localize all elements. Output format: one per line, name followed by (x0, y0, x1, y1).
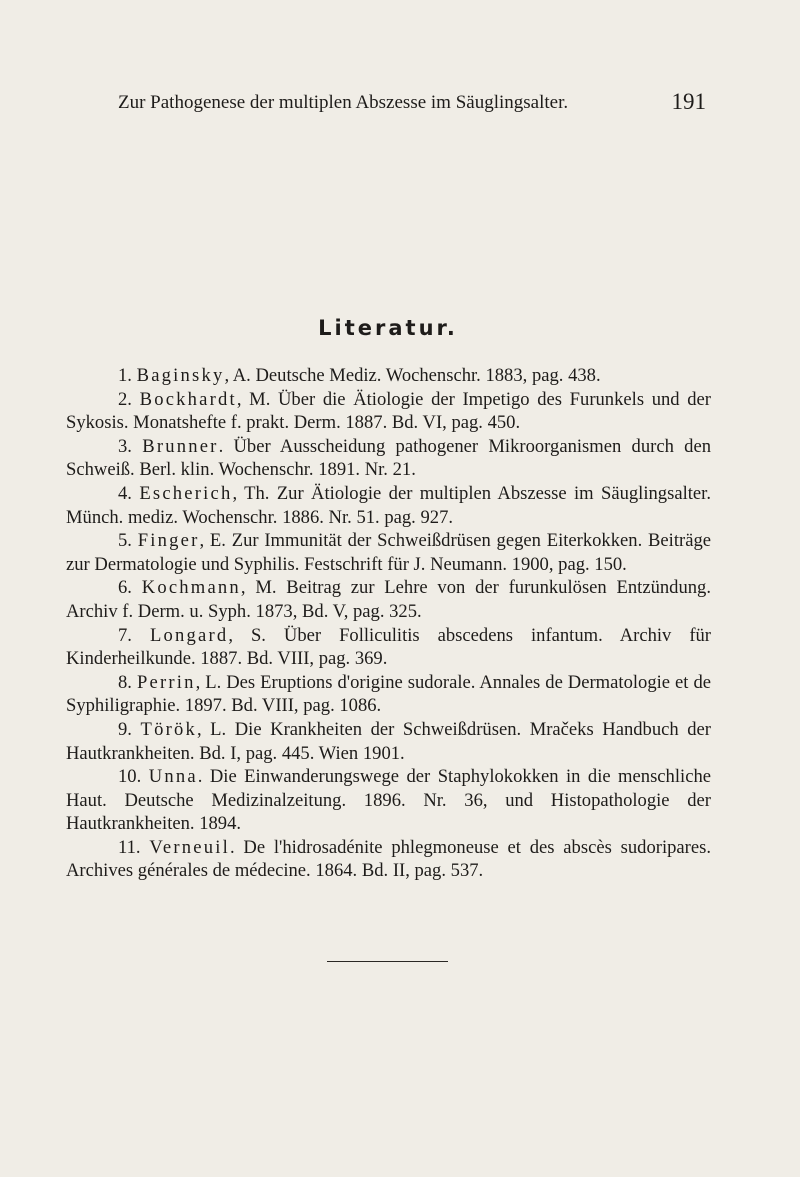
reference-text: , L. Des Eruptions d'origine sudorale. Annales de Dermatologie et de Syphiligraphie. 1897. Bd. VIII, pag. 1086. (66, 671, 711, 717)
reference-list (66, 364, 711, 883)
reference-text: . Die Einwanderungswege der Staphylokokken in die menschliche Haut. Deutsche Medizinalzeitung. 1896. Nr. 36, und Histopathologie der Hautkrankheiten. 1894. (66, 766, 711, 835)
reference-author: Bockhardt (139, 388, 237, 410)
reference-author: Finger (137, 530, 200, 552)
reference-item (66, 388, 711, 435)
reference-author: Longard (149, 624, 229, 646)
reference-number: 1. (118, 365, 132, 386)
reference-text: . Über Ausscheidung pathogener Mikroorganismen durch den Schweiß. Berl. klin. Wochenschr. 1891. Nr. 21. (66, 435, 712, 481)
reference-text: , M. Beitrag zur Lehre von der furunkulösen Entzündung. Archiv f. Derm. u. Syph. 1873, Bd. V, pag. 325. (66, 577, 711, 622)
reference-number: 5. (118, 530, 132, 552)
reference-author: Török (140, 718, 197, 740)
reference-author: Kochmann (141, 577, 241, 599)
reference-item (66, 671, 711, 718)
reference-number: 10. (118, 766, 142, 788)
reference-item (66, 765, 711, 836)
reference-author: Escherich (139, 482, 233, 504)
reference-number: 7. (118, 624, 132, 646)
reference-author: Unna (148, 766, 198, 788)
reference-number: 6. (118, 577, 132, 599)
section-title: Literatur. (318, 316, 458, 340)
reference-text: , L. Die Krankheiten der Schweißdrüsen. Mračeks Handbuch der Hautkrankheiten. Bd. I, pag. 445. Wien 1901. (66, 718, 711, 764)
reference-item (66, 435, 711, 482)
running-head-title: Zur Pathogenese der multiplen Abszesse im Säuglingsalter. (118, 92, 569, 113)
reference-item (66, 624, 711, 671)
reference-number: 11. (118, 836, 141, 858)
reference-author: Brunner (142, 435, 219, 457)
reference-author: Perrin (136, 671, 196, 693)
reference-number: 2. (118, 388, 132, 410)
reference-text: , E. Zur Immunität der Schweißdrüsen gegen Eiterkokken. Beiträge zur Dermatologie und Syphilis. Festschrift für J. Neumann. 1900, pag. 150. (66, 530, 711, 575)
reference-item (66, 576, 711, 623)
reference-text: , S. Über Folliculitis abscedens infantum. Archiv für Kinderheilkunde. 1887. Bd. VIII, pag. 369. (66, 624, 711, 670)
closing-rule (327, 961, 448, 962)
reference-author: Verneuil (149, 836, 230, 858)
reference-text: , Th. Zur Ätiologie der multiplen Abszesse im Säuglingsalter. Münch. mediz. Wochenschr. 1886. Nr. 51. pag. 927. (66, 482, 711, 528)
reference-item (66, 836, 711, 883)
reference-number: 8. (118, 671, 132, 693)
reference-author: Baginsky (136, 365, 225, 386)
reference-number: 4. (118, 482, 132, 504)
reference-item (66, 529, 711, 576)
reference-text: , M. Über die Ätiologie der Impetigo des Furunkels und der Sykosis. Monatshefte f. prakt. Derm. 1887. Bd. VI, pag. 450. (66, 388, 711, 434)
reference-item (66, 364, 711, 388)
page-number: 191 (671, 89, 706, 114)
reference-text: , A. Deutsche Mediz. Wochenschr. 1883, pag. 438. (224, 365, 601, 386)
reference-text: . De l'hidrosadénite phlegmoneuse et des abscès sudoripares. Archives générales de médecine. 1864. Bd. II, pag. 537. (66, 836, 711, 882)
reference-item (66, 482, 711, 529)
reference-number: 9. (118, 718, 132, 740)
reference-number: 3. (118, 435, 132, 457)
reference-item (66, 718, 711, 765)
